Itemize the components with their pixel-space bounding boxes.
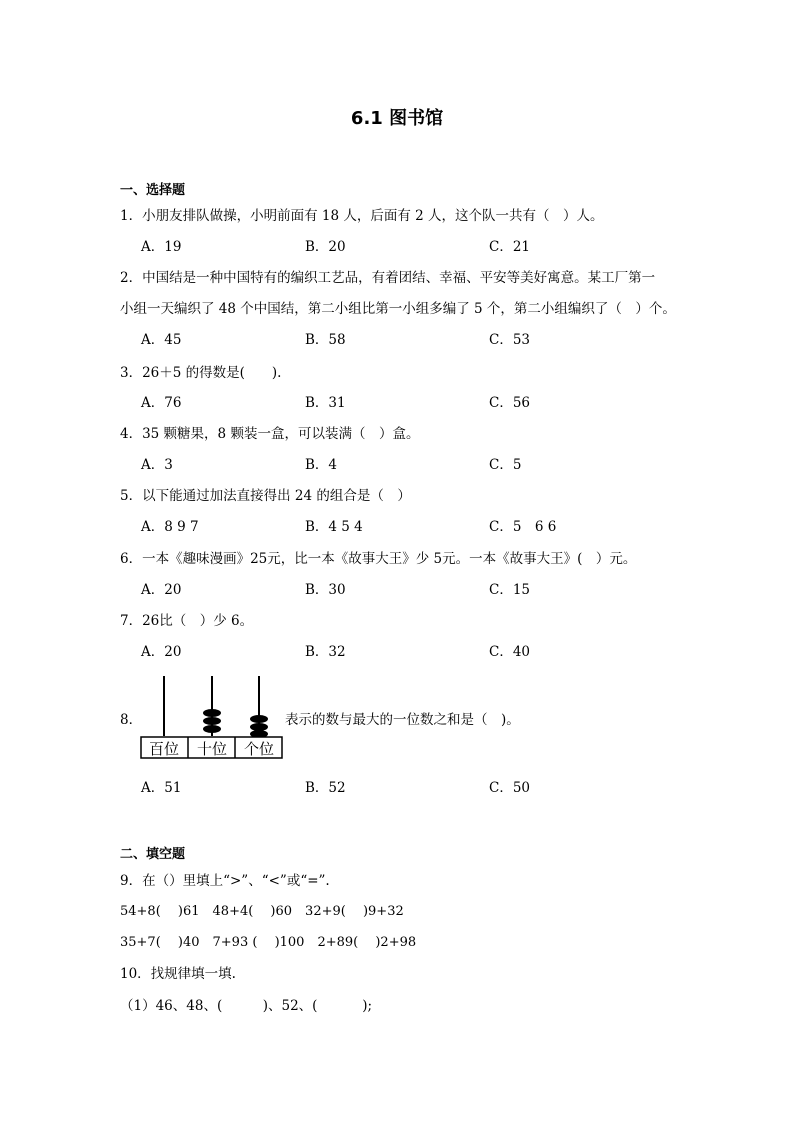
question-1: 1．小朋友排队做操，小明前面有 18 人，后面有 2 人，这个队一共有（ ）人。 <box>120 208 604 224</box>
q7-option-b: B．32 <box>305 644 346 660</box>
question-10: 10．找规律填一填. <box>120 966 236 982</box>
question-10-sub-1: （1）46、48、( )、52、( ); <box>120 998 373 1014</box>
q3-option-a: A．76 <box>141 395 182 411</box>
question-8-text: 表示的数与最大的一位数之和是（ )。 <box>285 712 520 728</box>
q3-option-c: C．56 <box>489 395 531 411</box>
abacus-figure <box>139 674 284 760</box>
question-2-line-2: 小组一天编织了 48 个中国结，第二小组比第一小组多编了 5 个，第二小组编织了（ ）个。 <box>120 301 676 317</box>
q1-option-a: A．19 <box>141 239 182 255</box>
q4-option-a: A．3 <box>141 457 173 473</box>
question-9-row-2: 35+7( )40 7+93 ( )100 2+89( )2+98 <box>120 935 417 950</box>
q6-option-c: C．15 <box>489 582 531 598</box>
question-9-row-1: 54+8( )61 48+4( )60 32+9( )9+32 <box>120 904 404 919</box>
q5-option-a: A．8 9 7 <box>141 519 199 535</box>
q2-option-b: B．58 <box>305 332 346 348</box>
question-2-line-1: 2．中国结是一种中国特有的编织工艺品，有着团结、幸福、平安等美好寓意。某工厂第一 <box>120 270 656 286</box>
page-title: 6.1 图书馆 <box>350 108 444 129</box>
q8-option-c: C．50 <box>489 780 531 796</box>
abacus-label-tens: 十位 <box>196 740 228 758</box>
q3-option-b: B．31 <box>305 395 346 411</box>
q6-option-b: B．30 <box>305 582 346 598</box>
question-8-number: 8． <box>120 712 143 728</box>
abacus-bead <box>250 723 268 731</box>
question-6: 6．一本《趣味漫画》25元，比一本《故事大王》少 5元。一本《故事大王》( ）元。 <box>120 551 637 567</box>
question-7: 7．26比（ ）少 6。 <box>120 613 254 629</box>
q7-option-a: A．20 <box>141 644 182 660</box>
abacus-bead <box>203 717 221 725</box>
q8-option-a: A．51 <box>141 780 182 796</box>
q1-option-c: C．21 <box>489 239 531 255</box>
abacus-bead <box>203 725 221 733</box>
q5-option-c: C．5 6 6 <box>489 519 557 535</box>
section-heading-fill: 二、填空题 <box>120 847 186 862</box>
q8-option-b: B．52 <box>305 780 346 796</box>
question-9: 9．在（）里填上“>”、“<”或“=”. <box>120 873 330 889</box>
q2-option-c: C．53 <box>489 332 531 348</box>
abacus-bead <box>250 715 268 723</box>
section-heading-choice: 一、选择题 <box>120 183 186 198</box>
question-5: 5．以下能通过加法直接得出 24 的组合是（ ） <box>120 488 411 504</box>
question-4: 4．35 颗糖果，8 颗装一盒，可以装满（ ）盒。 <box>120 426 420 442</box>
q2-option-a: A．45 <box>141 332 182 348</box>
abacus-label-ones: 个位 <box>243 740 275 758</box>
question-3: 3．26＋5 的得数是( ). <box>120 365 282 381</box>
q5-option-b: B．4 5 4 <box>305 519 363 535</box>
abacus-bead <box>203 709 221 717</box>
q7-option-c: C．40 <box>489 644 531 660</box>
abacus-label-hundreds: 百位 <box>148 740 180 758</box>
q4-option-b: B．4 <box>305 457 338 473</box>
q4-option-c: C．5 <box>489 457 522 473</box>
q1-option-b: B．20 <box>305 239 346 255</box>
q6-option-a: A．20 <box>141 582 182 598</box>
